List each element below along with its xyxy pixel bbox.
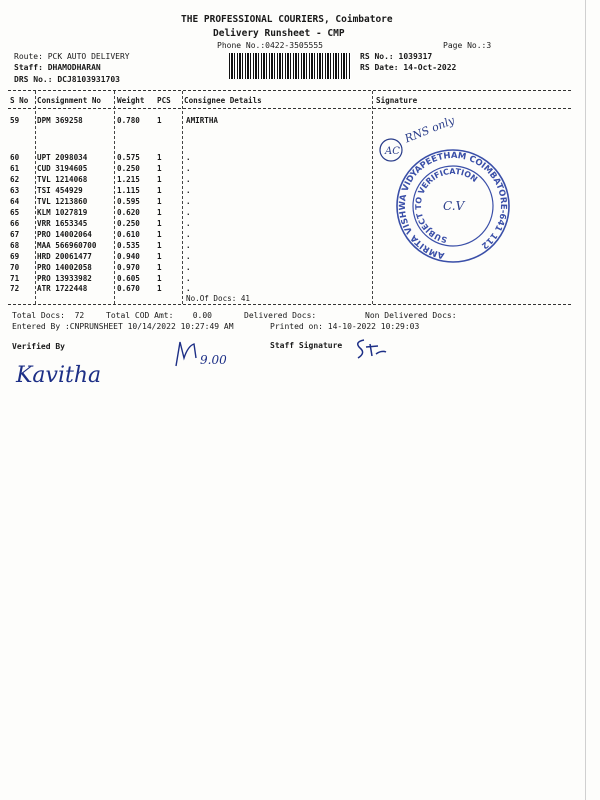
cell-weight: 0.575 bbox=[117, 153, 140, 162]
note-circle-mark: AC bbox=[385, 146, 400, 157]
staff-signature-mark bbox=[350, 334, 400, 364]
cell-pcs: 1 bbox=[157, 153, 162, 162]
header-sno: S No bbox=[10, 96, 29, 105]
time-note-text: 9.00 bbox=[200, 353, 227, 367]
company-title: THE PROFESSIONAL COURIERS, Coimbatore bbox=[181, 14, 393, 25]
cell-sno: 71 bbox=[10, 274, 20, 283]
header-consignee: Consignee Details bbox=[184, 96, 262, 105]
cell-consignment: HRD 20061477 bbox=[37, 252, 92, 261]
phone-number: Phone No.:0422-3505555 bbox=[217, 41, 323, 50]
stamp-initials: C.V bbox=[443, 199, 465, 213]
cell-weight: 1.215 bbox=[117, 175, 140, 184]
col-divider-1 bbox=[35, 91, 36, 304]
cell-weight: 0.670 bbox=[117, 284, 140, 293]
cell-consignment: TVL 1214068 bbox=[37, 175, 88, 184]
delivered-docs: Delivered Docs: bbox=[244, 311, 317, 320]
cell-consignee: . bbox=[186, 197, 191, 206]
cell-weight: 0.940 bbox=[117, 252, 140, 261]
cell-sno: 61 bbox=[10, 164, 20, 173]
cell-pcs: 1 bbox=[157, 116, 162, 125]
cell-sno: 67 bbox=[10, 230, 20, 239]
no-of-docs: No.Of Docs: 41 bbox=[186, 294, 251, 303]
cell-pcs: 1 bbox=[157, 208, 162, 217]
cell-consignee: . bbox=[186, 284, 191, 293]
cell-consignment: UPT 2098034 bbox=[37, 153, 88, 162]
runsheet-subtitle: Delivery Runsheet - CMP bbox=[213, 28, 345, 39]
col-divider-3 bbox=[182, 91, 183, 304]
cell-consignee: . bbox=[186, 263, 191, 272]
verified-by-signature bbox=[12, 352, 132, 402]
cell-sno: 64 bbox=[10, 197, 20, 206]
cell-sno: 70 bbox=[10, 263, 20, 272]
printed-on: Printed on: 14-10-2022 10:29:03 bbox=[270, 322, 420, 331]
cell-sno: 65 bbox=[10, 208, 20, 217]
staff-signature-stroke bbox=[358, 340, 386, 358]
cell-weight: 0.780 bbox=[117, 116, 140, 125]
rs-date: RS Date: 14-Oct-2022 bbox=[360, 63, 457, 72]
cell-pcs: 1 bbox=[157, 230, 162, 239]
cell-consignee: . bbox=[186, 252, 191, 261]
stamp-ring-text: AMRITA VISHWA VIDYAPEETHAM COIMBATORE-641 112 bbox=[397, 150, 509, 261]
total-cod-amount: Total COD Amt: 0.00 bbox=[106, 311, 212, 320]
entered-by: Entered By :CNPRUNSHEET 10/14/2022 10:27:49 AM bbox=[12, 322, 234, 331]
total-docs: Total Docs: 72 bbox=[12, 311, 85, 320]
verified-signature-text: Kavitha bbox=[16, 363, 102, 388]
cell-consignment: TSI 454929 bbox=[37, 186, 83, 195]
cell-consignment: TVL 1213860 bbox=[37, 197, 88, 206]
table-top-rule bbox=[8, 90, 571, 91]
cell-consignment: DPM 369258 bbox=[37, 116, 83, 125]
page-number: Page No.:3 bbox=[443, 41, 492, 50]
cell-weight: 0.535 bbox=[117, 241, 140, 250]
cell-weight: 0.250 bbox=[117, 164, 140, 173]
cell-consignee: . bbox=[186, 219, 191, 228]
verification-stamp bbox=[383, 146, 523, 266]
cell-weight: 0.620 bbox=[117, 208, 140, 217]
cell-consignment: PRO 14002058 bbox=[37, 263, 92, 272]
cell-consignee: . bbox=[186, 175, 191, 184]
cell-pcs: 1 bbox=[157, 263, 162, 272]
cell-weight: 1.115 bbox=[117, 186, 140, 195]
cell-consignee: . bbox=[186, 153, 191, 162]
cell-pcs: 1 bbox=[157, 284, 162, 293]
stamp-center-text: SUBJECT TO VERIFICATION bbox=[413, 166, 480, 245]
time-signature-stroke bbox=[176, 342, 196, 366]
cell-pcs: 1 bbox=[157, 252, 162, 261]
cell-weight: 0.970 bbox=[117, 263, 140, 272]
header-consignment: Consignment No bbox=[37, 96, 102, 105]
cell-pcs: 1 bbox=[157, 175, 162, 184]
cell-weight: 0.610 bbox=[117, 230, 140, 239]
cell-sno: 68 bbox=[10, 241, 20, 250]
table-header-rule bbox=[8, 108, 571, 109]
drs-number: DRS No.: DCJ8103931703 bbox=[14, 75, 120, 84]
cell-sno: 69 bbox=[10, 252, 20, 261]
staff-label: Staff: DHAMODHARAN bbox=[14, 63, 101, 72]
cell-consignment: PRO 14002064 bbox=[37, 230, 92, 239]
cell-consignment: CUD 3194605 bbox=[37, 164, 88, 173]
cell-consignee: . bbox=[186, 186, 191, 195]
note-text: RNS only bbox=[402, 113, 457, 146]
cell-consignee: . bbox=[186, 230, 191, 239]
route-label: Route: PCK AUTO DELIVERY bbox=[14, 52, 130, 61]
verified-by-label: Verified By bbox=[12, 342, 65, 351]
cell-pcs: 1 bbox=[157, 197, 162, 206]
cell-pcs: 1 bbox=[157, 186, 162, 195]
header-pcs: PCS bbox=[157, 96, 171, 105]
cell-weight: 0.595 bbox=[117, 197, 140, 206]
cell-sno: 62 bbox=[10, 175, 20, 184]
cell-consignment: MAA 566960700 bbox=[37, 241, 97, 250]
cell-pcs: 1 bbox=[157, 164, 162, 173]
cell-weight: 0.605 bbox=[117, 274, 140, 283]
cell-consignee: . bbox=[186, 164, 191, 173]
header-signature: Signature bbox=[376, 96, 418, 105]
cell-sno: 66 bbox=[10, 219, 20, 228]
col-divider-2 bbox=[114, 91, 115, 304]
cell-pcs: 1 bbox=[157, 241, 162, 250]
cell-sno: 59 bbox=[10, 116, 20, 125]
cell-sno: 72 bbox=[10, 284, 20, 293]
cell-pcs: 1 bbox=[157, 219, 162, 228]
cell-pcs: 1 bbox=[157, 274, 162, 283]
cell-consignee: . bbox=[186, 241, 191, 250]
cell-consignee: . bbox=[186, 208, 191, 217]
cell-consignment: ATR 1722448 bbox=[37, 284, 88, 293]
cell-weight: 0.250 bbox=[117, 219, 140, 228]
staff-signature-label: Staff Signature bbox=[270, 341, 343, 350]
cell-sno: 63 bbox=[10, 186, 20, 195]
scan-edge-right bbox=[585, 0, 586, 800]
barcode bbox=[229, 53, 351, 79]
cell-consignment: PRO 13933982 bbox=[37, 274, 92, 283]
header-weight: Weight bbox=[117, 96, 145, 105]
rs-number: RS No.: 1039317 bbox=[360, 52, 433, 61]
cell-consignee: AMIRTHA bbox=[186, 116, 219, 125]
table-bottom-rule bbox=[8, 304, 571, 305]
cell-consignment: VRR 1653345 bbox=[37, 219, 88, 228]
non-delivered-docs: Non Delivered Docs: bbox=[365, 311, 457, 320]
cell-consignment: KLM 1027819 bbox=[37, 208, 88, 217]
time-signature bbox=[170, 336, 260, 376]
cell-sno: 60 bbox=[10, 153, 20, 162]
cell-consignee: . bbox=[186, 274, 191, 283]
